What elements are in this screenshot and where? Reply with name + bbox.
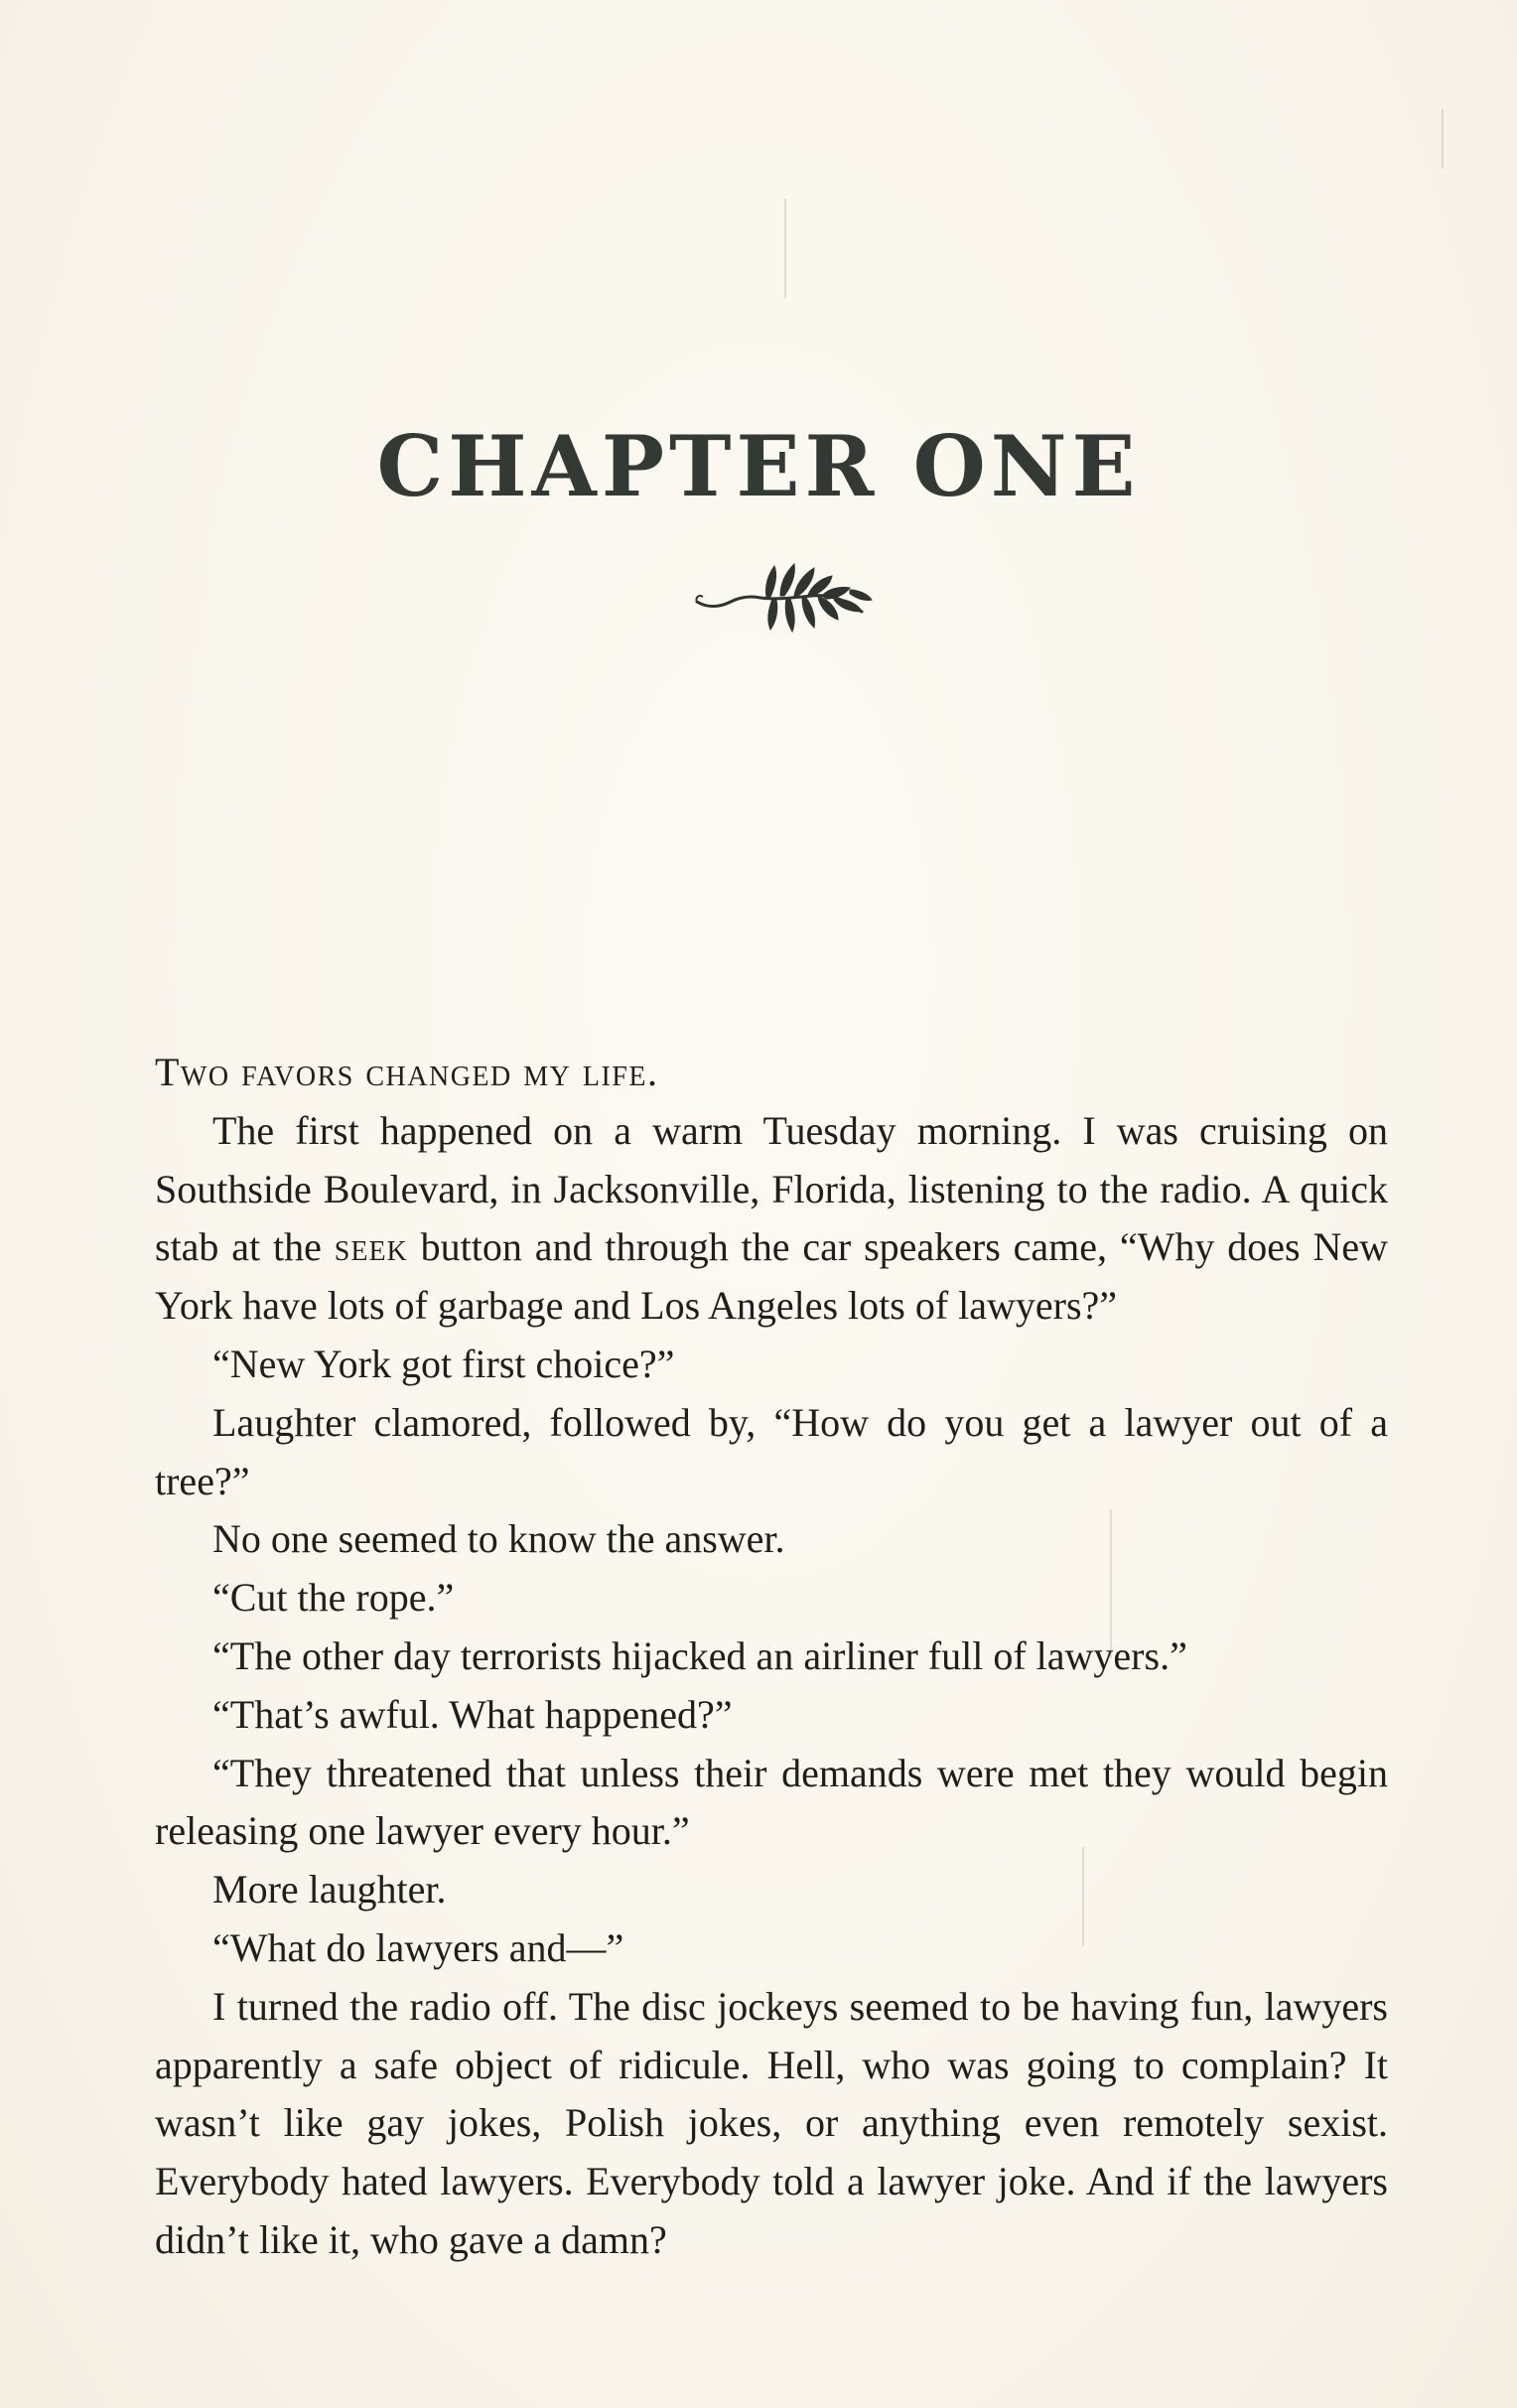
paragraph: I turned the radio off. The disc jockeys seemed to be having fun, lawyers apparently a safe object of ridicule. Hell, who was going to complain? It wasn’t like gay jokes, Polish jokes, or anything even remotely sexist. Everybody hated lawyers. Everybody told a lawyer joke. And if the lawyers didn’t like it, who gave a damn?: [155, 1983, 1388, 2262]
paragraph: “The other day terrorists hijacked an airliner full of lawyers.”: [212, 1632, 1187, 1678]
scan-artifact: [1442, 109, 1444, 169]
paragraph: No one seemed to know the answer.: [212, 1516, 785, 1562]
seek-small-caps: seek: [334, 1224, 408, 1270]
paragraph: Laughter clamored, followed by, “How do you get a lawyer out of a tree?”: [155, 1399, 1388, 1503]
scan-artifact: [784, 199, 786, 298]
chapter-title: CHAPTER ONE: [376, 417, 1141, 515]
opening-small-caps: Two favors changed my life.: [155, 1050, 659, 1094]
paragraph: “What do lawyers and—”: [212, 1924, 624, 1970]
paragraph: “New York got first choice?”: [212, 1341, 675, 1386]
paragraph: “That’s awful. What happened?”: [212, 1691, 733, 1737]
paragraph: “They threatened that unless their demands were met they would begin releasing one lawyer every hour.”: [155, 1750, 1388, 1854]
paragraph: “Cut the rope.”: [212, 1575, 455, 1621]
leaf-sprig-ornament-icon: [695, 556, 874, 645]
paragraph: The first happened on a warm Tuesday morning. I was cruising on Southside Boulevard, in Jacksonville, Florida, listening to the radio. A quick stab at the seek button and through the car speakers came, “Why does New York have lots of garbage and Los Angeles lots of lawyers?”: [155, 1107, 1389, 1329]
chapter-body: [155, 1044, 1388, 2270]
paragraph: More laughter.: [212, 1867, 447, 1912]
opening-paragraph: [155, 1044, 1388, 1102]
